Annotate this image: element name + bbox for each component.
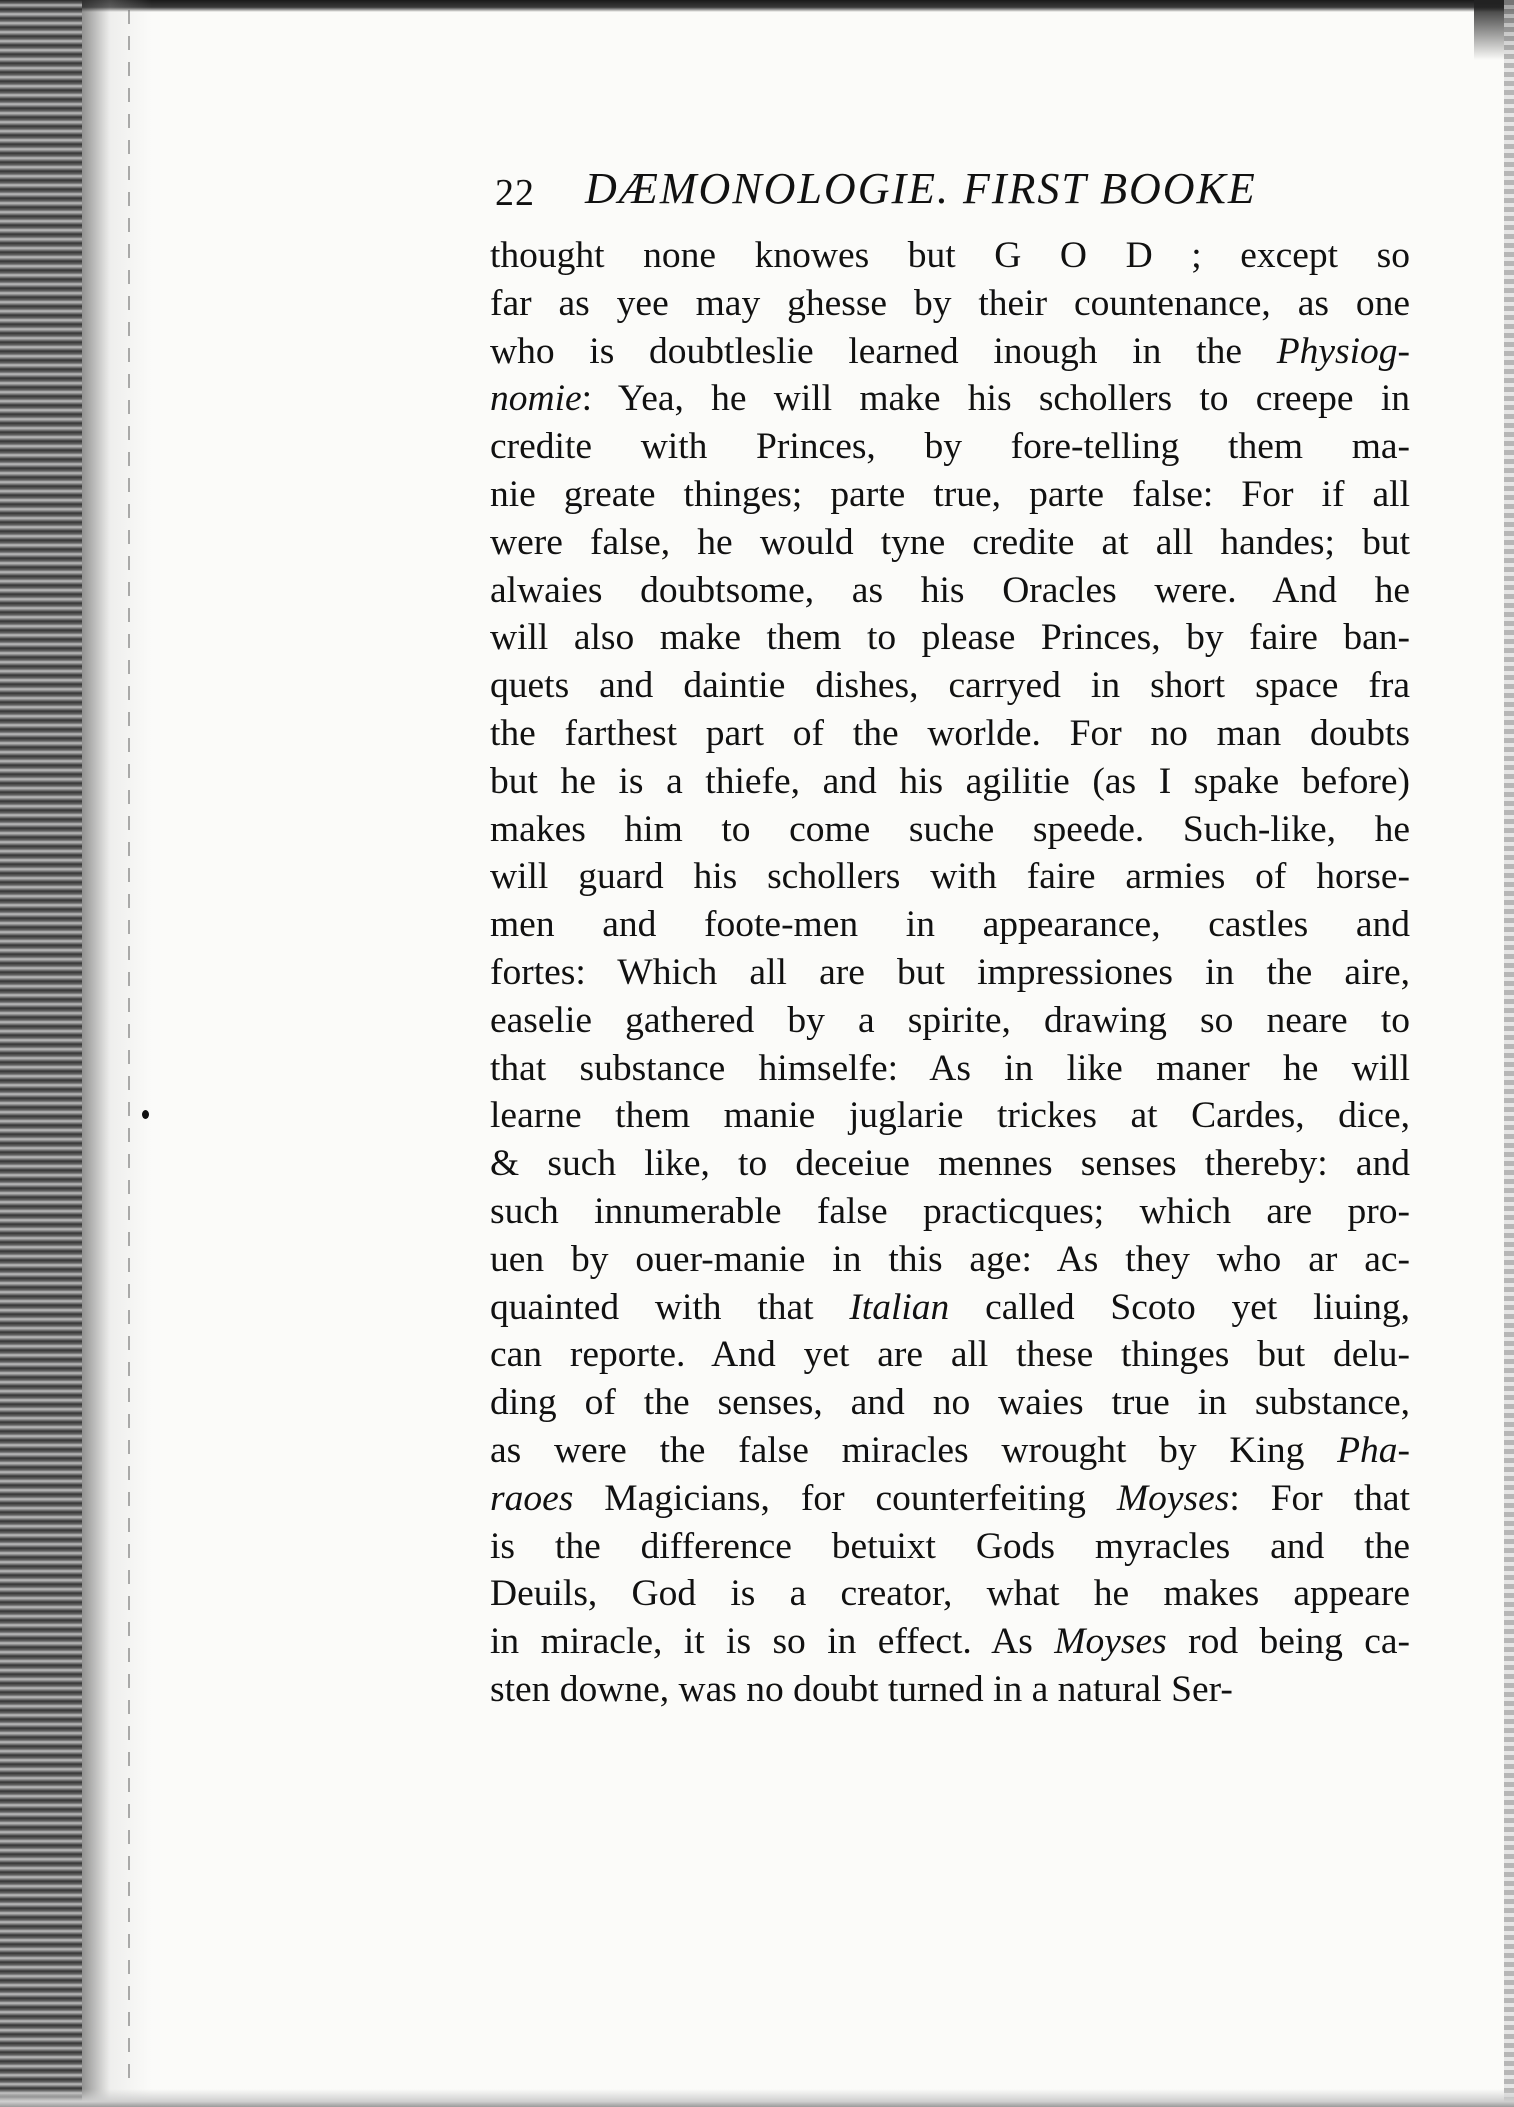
text-line: [490, 901, 1410, 949]
italic-text: Pha-: [1337, 1429, 1410, 1471]
text-line: [490, 1045, 1410, 1093]
text-segment: ding of the senses, and no waies true in substance,: [490, 1382, 1410, 1424]
page-number: 22: [495, 172, 535, 214]
text-line: [490, 1236, 1410, 1284]
text-line: [490, 1140, 1410, 1188]
text-segment: in miracle, it is so in effect. As: [490, 1621, 1055, 1663]
text-line: [490, 232, 1410, 280]
text-line: [490, 471, 1410, 519]
text-line: [490, 614, 1410, 662]
text-line: [490, 519, 1410, 567]
text-segment: : Yea, he will make his schollers to creepe in: [581, 378, 1410, 420]
text-line: [490, 1331, 1410, 1379]
text-line: [490, 1475, 1410, 1523]
gutter-shadow: [82, 0, 152, 2107]
text-segment: Deuils, God is a creator, what he makes appeare: [490, 1573, 1410, 1615]
italic-text: raoes: [490, 1477, 574, 1519]
text-segment: quainted with that: [490, 1286, 850, 1328]
text-line: [490, 1284, 1410, 1332]
text-segment: the farthest part of the worlde. For no man doubts: [490, 712, 1410, 754]
text-segment: fortes: Which all are but impressiones in the aire,: [490, 951, 1410, 993]
text-line: [490, 662, 1410, 710]
italic-text: Moyses: [1054, 1621, 1167, 1663]
text-line: [490, 423, 1410, 471]
text-segment: learne them manie juglarie trickes at Cardes, dice,: [490, 1095, 1410, 1137]
italic-text: Moyses: [1116, 1477, 1230, 1519]
text-segment: as were the false miracles wrought by King: [490, 1429, 1338, 1471]
text-segment: alwaies doubtsome, as his Oracles were. And he: [490, 569, 1410, 611]
text-line: [490, 758, 1410, 806]
text-line: [490, 806, 1410, 854]
text-line: [490, 997, 1410, 1045]
text-segment: will guard his schollers with faire armies of horse-: [490, 856, 1410, 898]
text-line: [490, 1666, 1410, 1714]
body-text: [490, 232, 1410, 1714]
ink-speck: [142, 1110, 149, 1119]
running-head: [495, 155, 1375, 225]
text-segment: nie greate thinges; parte true, parte false: For if all: [490, 473, 1410, 515]
text-segment: rod being ca-: [1166, 1621, 1411, 1663]
text-segment: were false, he would tyne credite at all handes; but: [490, 521, 1410, 563]
text-line: [490, 1618, 1410, 1666]
page-right-edge: [1504, 0, 1514, 2107]
text-line: [490, 1379, 1410, 1427]
text-segment: : For that: [1229, 1477, 1410, 1519]
text-segment: quets and daintie dishes, carryed in short space fra: [490, 665, 1410, 707]
text-segment: & such like, to deceiue mennes senses thereby: and: [490, 1143, 1410, 1185]
italic-text: Italian: [849, 1286, 950, 1328]
gutter-stitch-line: [128, 10, 130, 2090]
running-title: DÆMONOLOGIE. FIRST BOOKE: [585, 164, 1257, 213]
text-segment: men and foote-men in appearance, castles and: [490, 904, 1410, 946]
text-segment: far as yee may ghesse by their countenance, as one: [490, 282, 1410, 324]
text-segment: will also make them to please Princes, by faire ban-: [490, 617, 1410, 659]
text-segment: but he is a thiefe, and his agilitie (as I spake before): [490, 760, 1410, 802]
text-segment: Magicians, for counterfeiting: [573, 1477, 1117, 1519]
text-line: [490, 1427, 1410, 1475]
text-line: [490, 1188, 1410, 1236]
scan-top-edge: [0, 0, 1514, 12]
text-line: [490, 853, 1410, 901]
text-segment: credite with Princes, by fore-telling them ma-: [490, 426, 1410, 468]
text-segment: easelie gathered by a spirite, drawing so neare to: [490, 999, 1410, 1041]
text-line: [490, 375, 1410, 423]
text-segment: uen by ouer-manie in this age: As they who ar ac-: [490, 1238, 1410, 1280]
text-line: [490, 710, 1410, 758]
text-segment: can reporte. And yet are all these thinges but delu-: [490, 1334, 1410, 1376]
text-segment: such innumerable false practicques; which are pro-: [490, 1190, 1410, 1232]
page-bottom-edge: [0, 2089, 1514, 2107]
italic-text: nomie: [490, 378, 582, 420]
text-line: [490, 1092, 1410, 1140]
text-segment: thought none knowes but G O D ; except so: [490, 235, 1410, 276]
italic-text: Physiog-: [1276, 330, 1410, 372]
text-segment: called Scoto yet liuing,: [949, 1286, 1410, 1328]
text-line: [490, 1523, 1410, 1571]
text-line: [490, 1570, 1410, 1618]
text-segment: makes him to come suche speede. Such-like, he: [490, 808, 1410, 850]
text-segment: who is doubtleslie learned inough in the: [490, 330, 1277, 372]
book-binding-gutter: [0, 0, 82, 2107]
text-line: [490, 949, 1410, 997]
text-line: [490, 328, 1410, 376]
text-line: [490, 567, 1410, 615]
text-line: [490, 280, 1410, 328]
text-segment: sten downe, was no doubt turned in a natural Ser-: [490, 1668, 1233, 1710]
text-segment: is the difference betuixt Gods myracles and the: [490, 1525, 1410, 1567]
text-segment: that substance himselfe: As in like maner he will: [490, 1047, 1410, 1089]
